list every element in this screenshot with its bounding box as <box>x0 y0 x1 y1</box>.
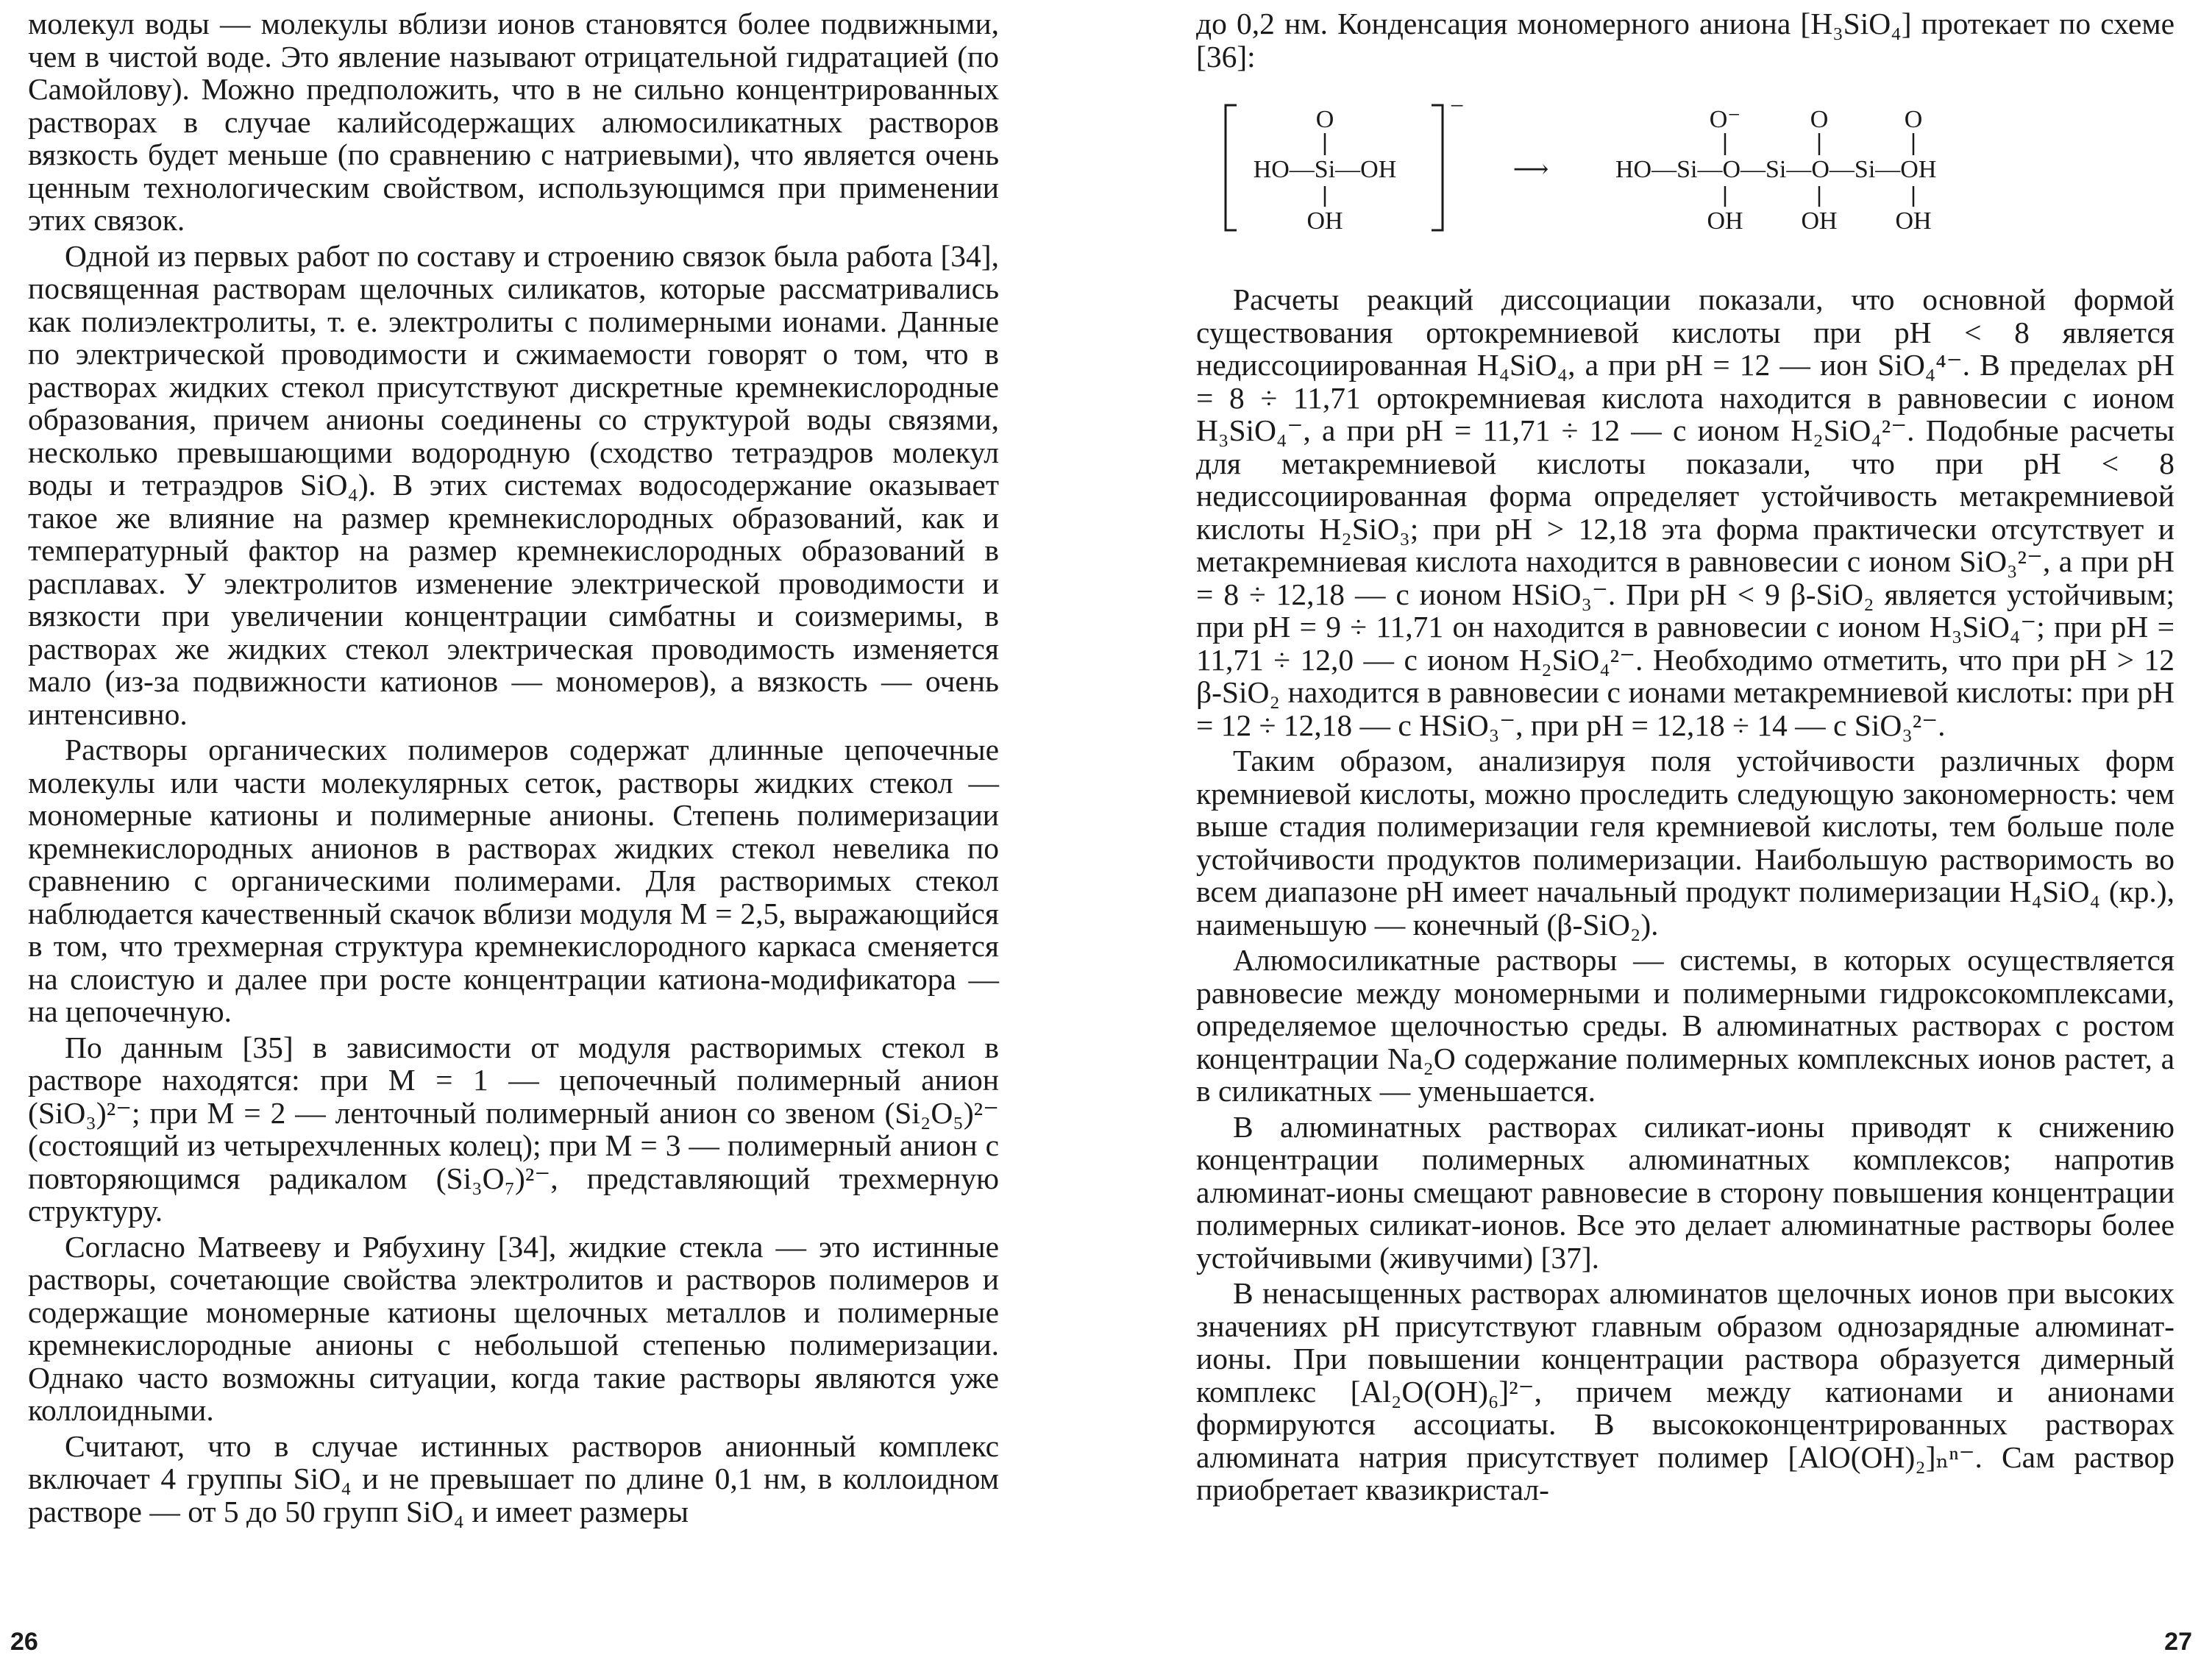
product-center: HO—Si—O—Si—O—Si—OH <box>1615 156 1937 183</box>
paragraph: Одной из первых работ по составу и строению связок была работа [34], посвященная растворам щелочных силикатов, которые рассматривались как полиэлектролиты, т. е. электролиты с полимерными ионами. Данные по электрической проводимости и сжимаемости говорят о том, что в растворах жидких стекол присутствуют дискретные кремнекислородные образования, причем анионы соединены со структурой воды связями, несколько превышающими водородную (сходство тетраэдров молекул воды и тетраэдров SiO₄). В этих системах водосодержание оказывает такое же влияние на размер кремнекислородных образований, как и температурный фактор на размер кремнекислородных образований в расплавах. У электролитов изменение электрической проводимости и вязкости при увеличении концентрации симбатны и соизмеримы, в растворах же жидких стекол электрическая проводимость изменяется мало (из-за подвижности катионов — мономеров), а вязкость — очень интенсивно. <box>28 238 999 731</box>
left-text-column <box>28 7 999 1528</box>
monomer-top-o: O <box>1315 106 1334 133</box>
product-bottom-3: OH <box>1895 207 1932 235</box>
monomer-bottom-oh: OH <box>1306 207 1343 235</box>
paragraph: Растворы органических полимеров содержат длинные цепочечные молекулы или части молекулярных сеток, растворы жидких стекол — мономерные катионы и полимерные анионы. Степень полимеризации кремнекислородных анионов в растворах жидких стекол невелика по сравнению с органическими полимерами. Для растворимых стекол наблюдается качественный скачок вблизи модуля M = 2,5, выражающийся в том, что трехмерная структура кремнекислородного каркаса сменяется на слоистую и далее при росте концентрации катиона-модификатора — на цепочечную. <box>28 733 999 1028</box>
page-number: 27 <box>2164 1628 2192 1656</box>
paragraph: до 0,2 нм. Конденсация мономерного аниона [H₃SiO₄] протекает по схеме [36]: <box>1196 7 2175 74</box>
right-text-column <box>1196 7 2175 1506</box>
product-top-3: O <box>1904 106 1923 133</box>
left-page <box>0 0 1100 1680</box>
condensation-scheme <box>1196 83 2175 252</box>
paragraph: Расчеты реакций диссоциации показали, что основной формой существования ортокремниевой кислоты при pH < 8 является недиссоциированная H₄SiO₄, а при pH = 12 — ион SiO₄⁴⁻. В пределах pH = 8 ÷ 11,71 ортокремниевая кислота находится в равновесии с ионом H₃SiO₄⁻, а при pH = 11,71 ÷ 12 — с ионом H₂SiO₄²⁻. Подобные расчеты для метакремниевой кислоты показали, что при pH < 8 недиссоциированная форма определяет устойчивость метакремниевой кислоты H₂SiO₃; при pH > 12,18 эта форма практически отсутствует и метакремниевая кислота находится в равновесии с ионом SiO₃²⁻, а при pH = 8 ÷ 12,18 — с ионом HSiO₃⁻. При pH < 9 β-SiO₂ является устойчивым; при pH = 9 ÷ 11,71 он находится в равновесии с ионом H₃SiO₄⁻; при pH = 11,71 ÷ 12,0 — с ионом H₂SiO₄²⁻. Необходимо отметить, что при pH > 12 β-SiO₂ находится в равновесии с ионами метакремниевой кислоты: при pH = 12 ÷ 12,18 — с HSiO₃⁻, при pH = 12,18 ÷ 14 — с SiO₃²⁻. <box>1196 282 2175 742</box>
bracket-left <box>1226 105 1237 230</box>
reaction-arrow: ⟶ <box>1512 156 1549 183</box>
monomer-charge: − <box>1450 93 1465 120</box>
scheme-diagram <box>1196 83 2175 252</box>
right-page <box>1100 0 2201 1680</box>
product-top-1: O⁻ <box>1709 106 1741 133</box>
monomer-center: HO—Si—OH <box>1253 156 1397 183</box>
paragraph: В ненасыщенных растворах алюминатов щелочных ионов при высоких значениях pH присутствуют главным образом однозарядные алюминат-ионы. При повышении концентрации раствора образуется димерный комплекс [Al₂O(OH)₆]²⁻, причем между катионами и анионами формируются ассоциаты. В высококонцентрированных растворах алюмината натрия присутствует полимер [AlO(OH)₂]ₙⁿ⁻. Сам раствор приобретает квазикристал- <box>1196 1276 2175 1506</box>
page-number: 26 <box>10 1628 38 1656</box>
product-bottom-1: OH <box>1707 207 1743 235</box>
product-top-2: O <box>1810 106 1829 133</box>
product-bottom-2: OH <box>1801 207 1838 235</box>
bracket-right <box>1432 105 1443 230</box>
paragraph: Алюмосиликатные растворы — системы, в которых осуществляется равновесие между мономерными и полимерными гидроксокомплексами, определяемое щелочностью среды. В алюминатных растворах с ростом концентрации Na₂O содержание полимерных комплексных ионов растет, а в силикатных — уменьшается. <box>1196 943 2175 1108</box>
paragraph: Считают, что в случае истинных растворов анионный комплекс включает 4 группы SiO₄ и не превышает по длине 0,1 нм, в коллоидном растворе — от 5 до 50 групп SiO₄ и имеет размеры <box>28 1428 999 1528</box>
paragraph: В алюминатных растворах силикат-ионы приводят к снижению концентрации полимерных алюминатных комплексов; напротив алюминат-ионы смещают равновесие в сторону повышения концентрации полимерных силикат-ионов. Все это делает алюминатные растворы более устойчивыми (живучими) [37]. <box>1196 1109 2175 1275</box>
paragraph: По данным [35] в зависимости от модуля растворимых стекол в растворе находятся: при M = 1 — цепочечный полимерный анион (SiO₃)²⁻; при M = 2 — ленточный полимерный анион со звеном (Si₂O₅)²⁻ (состоящий из четырехчленных колец); при M = 3 — полимерный анион с повторяющимся радикалом (Si₃O₇)²⁻, представляющий трехмерную структуру. <box>28 1030 999 1228</box>
paragraph: Таким образом, анализируя поля устойчивости различных форм кремниевой кислоты, можно проследить следующую закономерность: чем выше стадия полимеризации геля кремниевой кислоты, тем больше поле устойчивости продуктов полимеризации. Наибольшую растворимость во всем диапазоне pH имеет начальный продукт полимеризации H₄SiO₄ (кр.), наименьшую — конечный (β-SiO₂). <box>1196 744 2175 942</box>
paragraph: молекул воды — молекулы вблизи ионов становятся более подвижными, чем в чистой воде. Это явление называют отрицательной гидратацией (по Самойлову). Можно предположить, что в не сильно концентрированных растворах в случае калийсодержащих алюмосиликатных растворов вязкость будет меньше (по сравнению с натриевыми), что является очень ценным технологическим свойством, использующимся при применении этих связок. <box>28 7 999 237</box>
paragraph: Согласно Матвееву и Рябухину [34], жидкие стекла — это истинные растворы, сочетающие свойства электролитов и растворов полимеров и содержащие мономерные катионы щелочных металлов и полимерные кремнекислородные анионы с небольшой степенью полимеризации. Однако часто возможны ситуации, когда такие растворы являются уже коллоидными. <box>28 1229 999 1427</box>
